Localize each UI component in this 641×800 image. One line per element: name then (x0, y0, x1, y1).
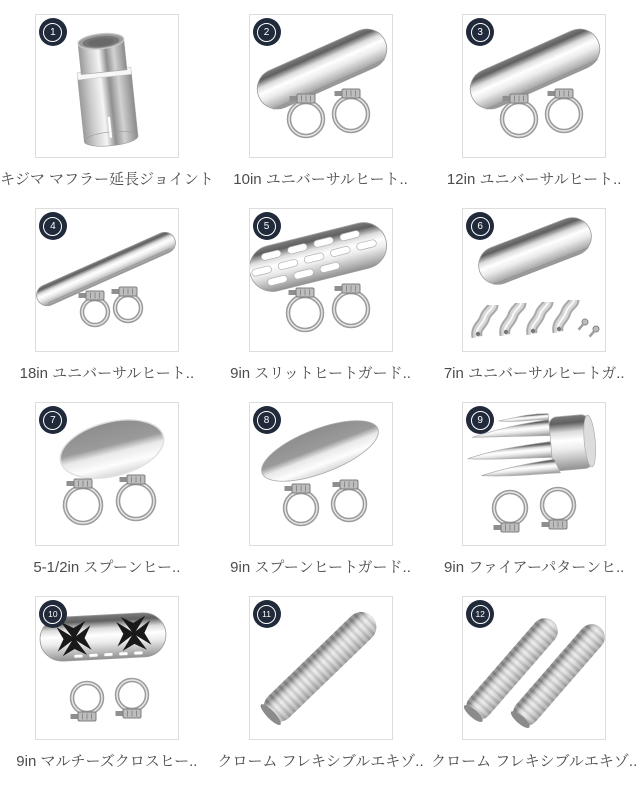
item-number-badge (253, 600, 281, 628)
product-card[interactable] (0, 402, 214, 596)
item-number: 5 (257, 217, 276, 236)
product-card[interactable] (214, 402, 428, 596)
item-number: 6 (471, 217, 490, 236)
product-thumbnail (35, 402, 179, 546)
product-thumbnail (249, 14, 393, 158)
item-number-badge (39, 18, 67, 46)
product-card[interactable] (0, 596, 214, 790)
item-number: 10 (43, 605, 62, 624)
product-card[interactable] (427, 402, 641, 596)
product-caption: クローム フレキシブルエキゾ.. (431, 753, 638, 770)
product-thumbnail (462, 14, 606, 158)
product-caption: 18in ユニバーサルヒート.. (19, 365, 195, 382)
item-number: 11 (257, 605, 276, 624)
item-number-badge (253, 406, 281, 434)
product-card[interactable] (427, 14, 641, 208)
item-number: 2 (257, 23, 276, 42)
product-thumbnail (249, 402, 393, 546)
item-number-badge (466, 600, 494, 628)
product-caption: キジマ マフラー延長ジョイント (0, 171, 214, 188)
product-caption: 9in マルチーズクロスヒー.. (16, 753, 198, 770)
product-thumbnail (35, 208, 179, 352)
product-thumbnail (249, 596, 393, 740)
product-thumbnail (462, 208, 606, 352)
item-number-badge (39, 212, 67, 240)
product-card[interactable] (0, 208, 214, 402)
item-number-badge (39, 600, 67, 628)
item-number: 1 (43, 23, 62, 42)
product-caption: 12in ユニバーサルヒート.. (446, 171, 622, 188)
product-caption: 9in スプーンヒートガード.. (230, 559, 411, 576)
item-number: 3 (471, 23, 490, 42)
item-number-badge (253, 212, 281, 240)
product-thumbnail (35, 596, 179, 740)
item-number: 7 (43, 411, 62, 430)
product-card[interactable] (427, 208, 641, 402)
product-thumbnail (462, 402, 606, 546)
product-caption: 7in ユニバーサルヒートガ.. (443, 365, 625, 382)
item-number: 9 (471, 411, 490, 430)
item-number-badge (39, 406, 67, 434)
product-caption: 9in ファイアーパターンヒ.. (444, 559, 625, 576)
product-caption: クローム フレキシブルエキゾ.. (217, 753, 424, 770)
item-number-badge (466, 212, 494, 240)
product-thumbnail (249, 208, 393, 352)
item-number: 4 (43, 217, 62, 236)
product-card[interactable] (214, 14, 428, 208)
product-card[interactable] (214, 208, 428, 402)
product-thumbnail (35, 14, 179, 158)
item-number: 8 (257, 411, 276, 430)
item-number-badge (253, 18, 281, 46)
product-caption: 9in スリットヒートガード.. (230, 365, 411, 382)
product-card[interactable] (427, 596, 641, 790)
product-card[interactable] (0, 14, 214, 208)
product-caption: 5-1/2in スプーンヒー.. (33, 559, 181, 576)
item-number: 12 (471, 605, 490, 624)
item-number-badge (466, 406, 494, 434)
item-number-badge (466, 18, 494, 46)
product-caption: 10in ユニバーサルヒート.. (233, 171, 408, 188)
product-thumbnail (462, 596, 606, 740)
product-card[interactable] (214, 596, 428, 790)
